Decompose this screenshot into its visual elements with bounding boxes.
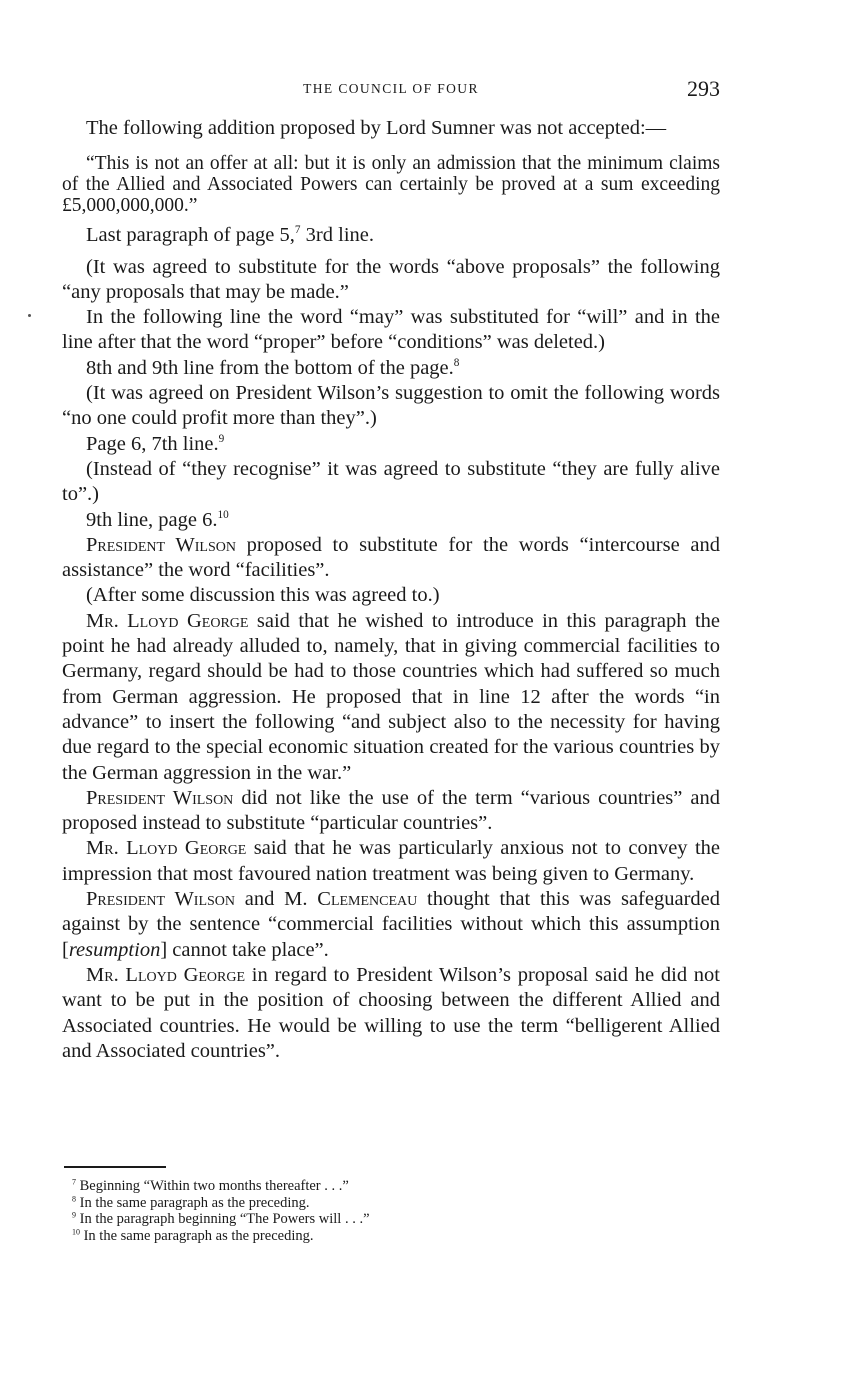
paragraph: (After some discussion this was agreed to.) — [86, 584, 440, 607]
page-number: 293 — [687, 76, 720, 101]
paragraph: (It was agreed to substitute for the words “above proposals” the following “any proposals that may be made.” — [62, 255, 720, 303]
paragraph: In the following line the word “may” was substituted for “will” and in the line after that the word “proper” before “conditions” was deleted.) — [62, 306, 720, 354]
quoted-addition: “This is not an offer at all: but it is only an admission that the minimum claims of the Allied and Associated Powers can certainly be proved at a sum exceeding £5,000,000,000.” — [62, 153, 720, 217]
footnotes — [64, 1178, 664, 1244]
speaker-name: Mr. Lloyd George — [86, 837, 247, 860]
paragraph: (It was agreed on President Wilson’s suggestion to omit the following words “no one could profit more than they”.) — [62, 382, 720, 430]
footnote-rule — [64, 1166, 166, 1168]
footnote: $^8$ In the same paragraph as the preceding. — [72, 1193, 310, 1211]
footnote: $^7$ Beginning “Within two months thereafter . . .” — [72, 1177, 349, 1194]
footnote-ref: 10 — [217, 508, 229, 521]
paragraph: President Wilson and M. Clemenceau thought that this was safeguarded against by the sentence “commercial facilities without which this assumption [resumption] cannot take place”. — [62, 888, 720, 961]
paragraph: Mr. Lloyd George in regard to President Wilson’s proposal said he did not want to be put in the position of choosing between the different Allied and Associated countries. He would be willing to use the term “belligerent Allied and Associated countries”. — [62, 963, 721, 1062]
footnote-ref: 8 — [453, 356, 460, 369]
speaker-name: President Wilson — [86, 786, 234, 809]
paragraph: Mr. Lloyd George said that he wished to introduce in this paragraph the point he had already alluded to, namely, that in giving commercial facilities to Germany, regard should be had to those countries which had suffered so much from German aggression. He proposed that in line 12 after the words “in advance” to insert the following “and subject also to the necessity for having due regard to the special economic situation created for the various countries by the German aggression in the war.” — [62, 609, 721, 784]
speaker-name: Mr. Lloyd George — [86, 963, 246, 986]
page-header — [62, 76, 720, 106]
paragraph: Page 6, 7th line.$^9$ — [86, 432, 225, 455]
footnote: $^{10}$ In the same paragraph as the preceding. — [72, 1226, 314, 1244]
stray-mark — [28, 314, 31, 317]
speaker-name: Clemenceau — [317, 888, 418, 911]
speaker-name: President Wilson — [86, 533, 236, 556]
speaker-name: Mr. Lloyd George — [86, 609, 249, 632]
paragraph: (Instead of “they recognise” it was agreed to substitute “they are fully alive to”.) — [62, 457, 720, 506]
running-title: THE COUNCIL OF FOUR — [303, 81, 479, 96]
paragraph: Mr. Lloyd George said that he was particularly anxious not to convey the impression that most favoured nation treatment was being given to Germany. — [62, 837, 721, 885]
speaker-name: President Wilson — [86, 888, 236, 911]
paragraph: The following addition proposed by Lord Sumner was not accepted:— — [86, 117, 667, 139]
footnote-ref: 7 — [294, 224, 301, 237]
paragraph: 9th line, page 6.10 — [86, 508, 229, 531]
paragraph: 8th and 9th line from the bottom of the page.$^8$ — [86, 356, 460, 379]
footnote: $^9$ In the paragraph beginning “The Powers will . . .” — [72, 1210, 370, 1227]
footnote-ref: 9 — [218, 432, 225, 445]
paragraph: Last paragraph of page 5,$^7$ 3rd line. — [86, 224, 374, 247]
body-text — [62, 116, 720, 1064]
paragraph: President Wilson proposed to substitute for the words “intercourse and assistance” the word “facilities”. — [62, 533, 721, 582]
paragraph: President Wilson did not like the use of the term “various countries” and proposed instead to substitute “particular countries”. — [62, 786, 721, 835]
